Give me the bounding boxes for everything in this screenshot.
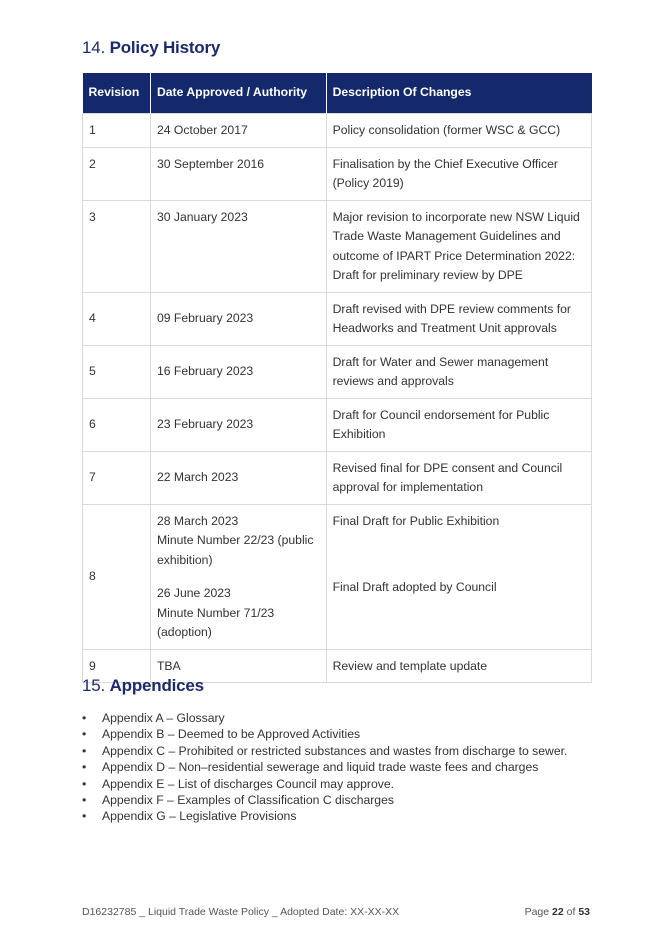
table-row	[83, 504, 592, 649]
spacer	[333, 531, 585, 578]
description-cell: Draft for Council endorsement for Public Exhibition	[326, 398, 591, 451]
header-description: Description Of Changes	[326, 73, 591, 114]
appendices-list	[82, 710, 567, 825]
footer-document-id: D16232785 _ Liquid Trade Waste Policy _ Adopted Date: XX-XX-XX	[82, 906, 400, 918]
header-date-approved: Date Approved / Authority	[150, 73, 326, 114]
date-cell: 22 March 2023	[150, 451, 326, 504]
minute-entry-b: Minute Number 71/23 (adoption)	[156, 605, 275, 639]
list-item: • Appendix B – Deemed to be Approved Activities	[82, 726, 567, 742]
revision-cell: 9	[83, 649, 151, 683]
date-cell: 23 February 2023	[150, 398, 326, 451]
date-entry-b: 26 June 2023	[156, 586, 231, 600]
revision-cell: 3	[83, 200, 151, 292]
description-cell: Revised final for DPE consent and Council approval for implementation	[326, 451, 591, 504]
page-word: Page	[524, 906, 550, 918]
revision-cell: 7	[83, 451, 151, 504]
table-row	[83, 398, 592, 451]
description-cell: Policy consolidation (former WSC & GCC)	[326, 114, 591, 148]
description-cell: Major revision to incorporate new NSW Liquid Trade Waste Management Guidelines and outcome of IPART Price Determination 2022: Draft for preliminary review by DPE	[326, 200, 591, 292]
date-cell: 24 October 2017	[150, 114, 326, 148]
revision-cell: 2	[83, 147, 151, 200]
of-word: of	[566, 906, 576, 918]
table-row	[83, 200, 592, 292]
table-header-row	[83, 73, 592, 114]
list-item: • Appendix G – Legislative Provisions	[82, 808, 567, 824]
list-item: • Appendix D – Non–residential sewerage and liquid trade waste fees and charges	[82, 759, 567, 775]
date-cell: TBA	[150, 649, 326, 683]
description-cell: Draft for Water and Sewer management reviews and approvals	[326, 345, 591, 398]
date-entry-a: 28 March 2023	[156, 513, 239, 528]
revision-cell: 6	[83, 398, 151, 451]
section-number: 14.	[82, 38, 106, 57]
list-item: • Appendix E – List of discharges Council may approve.	[82, 776, 567, 792]
date-cell: 30 January 2023	[150, 200, 326, 292]
spacer	[157, 570, 320, 584]
date-cell: 16 February 2023	[150, 345, 326, 398]
description-cell	[326, 504, 591, 649]
date-cell	[150, 504, 326, 649]
table-row	[83, 114, 592, 148]
table-row	[83, 451, 592, 504]
list-item: • Appendix A – Glossary	[82, 710, 567, 726]
revision-cell: 5	[83, 345, 151, 398]
section-heading-policy-history	[82, 38, 220, 58]
page-number	[525, 906, 590, 918]
revision-cell: 4	[83, 292, 151, 345]
description-entry-b: Final Draft adopted by Council	[332, 580, 497, 594]
section-heading-appendices	[82, 676, 204, 696]
current-page: 22	[552, 906, 564, 918]
section-number: 15.	[82, 676, 106, 695]
revision-cell: 8	[83, 504, 151, 649]
description-entry-a: Final Draft for Public Exhibition	[332, 513, 500, 528]
date-cell: 30 September 2016	[150, 147, 326, 200]
header-revision: Revision	[83, 73, 151, 114]
date-cell: 09 February 2023	[150, 292, 326, 345]
description-cell: Finalisation by the Chief Executive Officer (Policy 2019)	[326, 147, 591, 200]
table-row	[83, 292, 592, 345]
table-row	[83, 147, 592, 200]
policy-history-table	[82, 73, 592, 683]
section-title: Policy History	[109, 38, 221, 57]
description-cell: Draft revised with DPE review comments for Headworks and Treatment Unit approvals	[326, 292, 591, 345]
table-row	[83, 345, 592, 398]
list-item: • Appendix F – Examples of Classification C discharges	[82, 792, 567, 808]
description-cell: Review and template update	[326, 649, 591, 683]
section-title: Appendices	[109, 676, 204, 695]
minute-entry-a: Minute Number 22/23 (public exhibition)	[156, 533, 314, 567]
total-pages: 53	[578, 906, 590, 918]
revision-cell: 1	[83, 114, 151, 148]
list-item: • Appendix C – Prohibited or restricted substances and wastes from discharge to sewer.	[82, 743, 567, 759]
